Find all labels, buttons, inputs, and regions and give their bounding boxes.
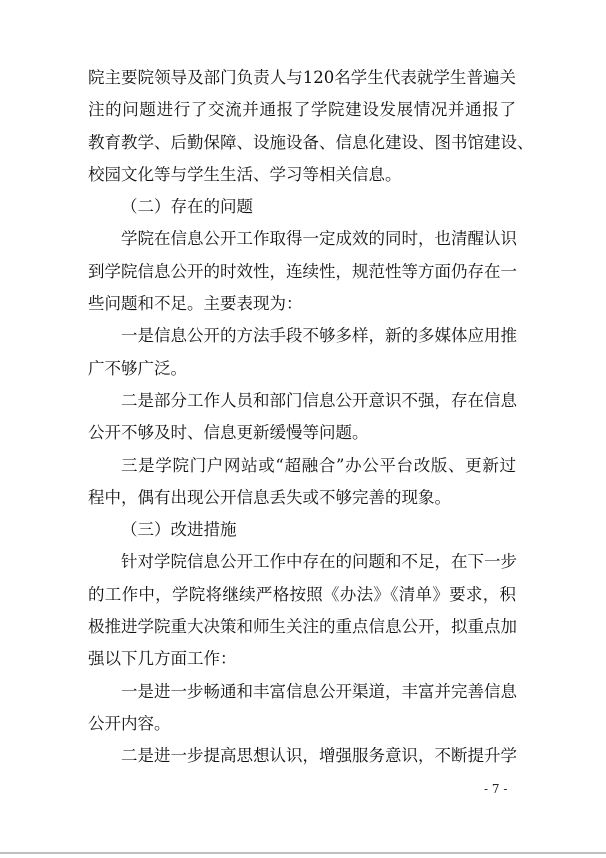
- paragraph-line: 些问题和不足。主要表现为：: [88, 294, 303, 314]
- paragraph-line: 针对学院信息公开工作中存在的问题和不足，在下一步: [121, 552, 517, 572]
- paragraph-line: 院主要院领导及部门负责人与120名学生代表就学生普遍关: [88, 68, 516, 87]
- paragraph-line: 二是部分工作人员和部门信息公开意识不强，存在信息: [121, 390, 517, 410]
- page-number: - 7 -: [484, 782, 508, 796]
- bottom-divider: [0, 852, 606, 854]
- paragraph-line: 公开不够及时、信息更新缓慢等问题。: [88, 423, 369, 443]
- paragraph-line: 二是进一步提高思想认识，增强服务意识，不断提升学: [121, 746, 517, 766]
- paragraph-line: 的工作中，学院将继续严格按照《办法》《清单》要求，积: [88, 584, 516, 604]
- paragraph-line: 一是进一步畅通和丰富信息公开渠道，丰富并完善信息: [121, 681, 517, 701]
- paragraph-line: 一是信息公开的方法手段不够多样，新的多媒体应用推: [121, 326, 517, 346]
- paragraph-line: 极推进学院重大决策和师生关注的重点信息公开，拟重点加: [88, 617, 517, 637]
- section-heading: （三）改进措施: [121, 520, 237, 540]
- paragraph-line: 教育教学、后勤保障、设施设备、信息化建设、图书馆建设、: [88, 132, 534, 152]
- paragraph-line: 强以下几方面工作：: [88, 649, 237, 669]
- paragraph-line: 公开内容。: [88, 713, 171, 733]
- document-body: [88, 62, 534, 773]
- paragraph-line: 到学院信息公开的时效性，连续性，规范性等方面仍存在一: [88, 261, 517, 281]
- paragraph-line: 学院在信息公开工作取得一定成效的同时，也清醒认识: [121, 229, 517, 249]
- section-heading: （二）存在的问题: [121, 197, 253, 217]
- paragraph-line: 程中，偶有出现公开信息丢失或不够完善的现象。: [88, 487, 451, 507]
- paragraph-line: 广不够广泛。: [88, 358, 187, 378]
- paragraph-line: 校园文化等与学生生活、学习等相关信息。: [88, 164, 402, 184]
- paragraph-line: 注的问题进行了交流并通报了学院建设发展情况并通报了: [88, 100, 516, 120]
- paragraph-line: 三是学院门户网站或“超融合”办公平台改版、更新过: [121, 455, 516, 475]
